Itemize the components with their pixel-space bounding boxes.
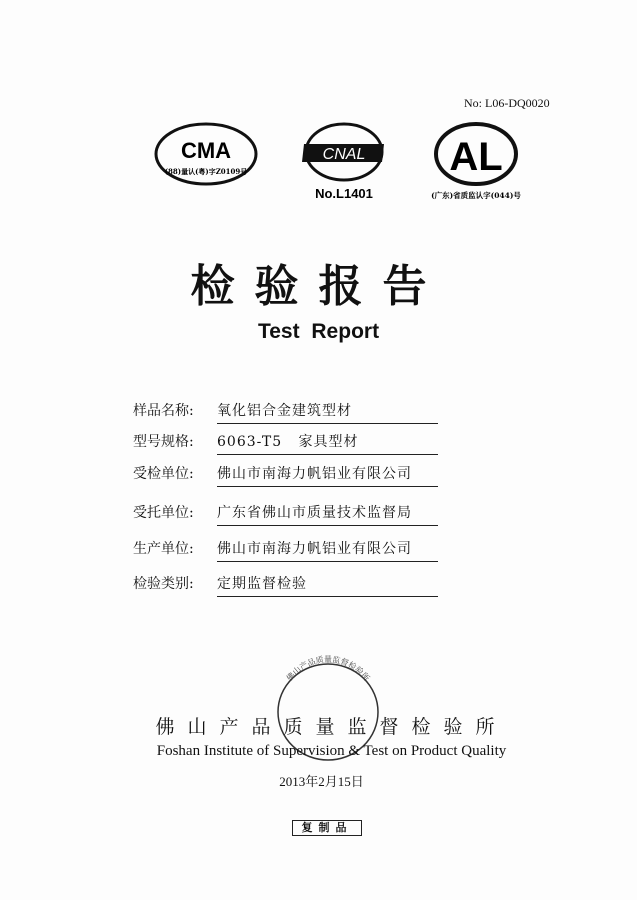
field-value: 佛山市南海力帆铝业有限公司 <box>217 466 412 482</box>
cma-mark: CMA <box>180 138 232 163</box>
copy-mark: 复制品 <box>292 820 362 836</box>
issue-date: 2013年2月15日 <box>279 774 364 789</box>
field-label: 样品名称: <box>133 403 194 419</box>
underline <box>217 423 438 424</box>
field-inspected-unit <box>133 463 438 485</box>
field-value: 佛山市南海力帆铝业有限公司 <box>217 541 412 557</box>
field-value: 广东省佛山市质量技术监督局 <box>217 505 412 521</box>
cma-logo <box>152 120 260 190</box>
svg-text:佛山产品质量监督检验所 <box>284 654 372 683</box>
underline <box>217 561 438 562</box>
institute-name-chinese: 佛山产品质量监督检验所 <box>155 716 508 738</box>
field-label: 生产单位: <box>133 541 194 557</box>
field-sample-name <box>133 400 438 422</box>
field-label: 型号规格: <box>133 434 194 450</box>
cnal-caption: No.L1401 <box>315 186 373 201</box>
cnal-mark: CNAL <box>322 146 366 163</box>
underline <box>217 525 438 526</box>
field-label: 受托单位: <box>133 505 194 521</box>
underline <box>217 596 438 597</box>
field-model-spec <box>133 431 438 453</box>
field-value: 定期监督检验 <box>217 576 307 592</box>
cnal-logo <box>298 118 390 204</box>
institute-name-english: Foshan Institute of Supervision & Test on Product Quality <box>156 743 507 759</box>
field-value: 6063-T5 家具型材 <box>217 434 359 450</box>
stamp-text: 佛山产品质量监督检验所 <box>284 655 372 683</box>
field-value: 氧化铝合金建筑型材 <box>217 403 352 419</box>
title-english: Test Report <box>257 320 380 343</box>
field-inspection-type <box>133 573 438 595</box>
field-entrusting-unit <box>133 502 438 524</box>
field-label: 受检单位: <box>133 466 194 482</box>
title-chinese: 检验报告 <box>190 261 447 312</box>
cma-caption: (88)量认(粤)字Z0109号 <box>164 167 248 176</box>
al-caption: (广东)省质监认字(044)号 <box>431 191 521 200</box>
al-logo <box>424 120 528 204</box>
al-mark: AL <box>449 135 503 179</box>
field-label: 检验类别: <box>133 576 194 592</box>
field-manufacturer <box>133 538 438 560</box>
underline <box>217 454 438 455</box>
document-number: No: L06-DQ0020 <box>464 96 550 110</box>
underline <box>217 486 438 487</box>
